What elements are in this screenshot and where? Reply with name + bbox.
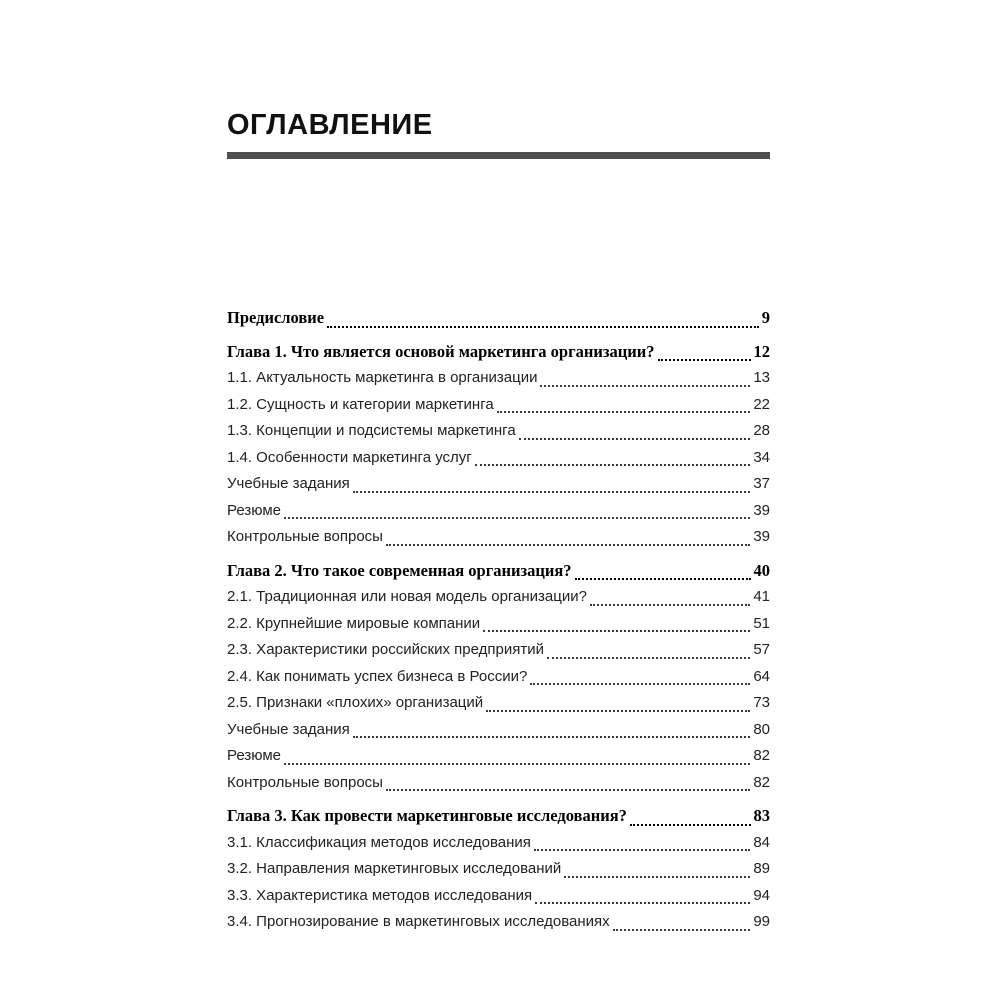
toc-entry-label: 3.2. Направления маркетинговых исследований (227, 860, 562, 877)
toc-entry-label: 1.4. Особенности маркетинга услуг (227, 448, 472, 466)
toc-entry-page: 89 (753, 860, 770, 877)
toc-entry-page: 39 (753, 501, 770, 519)
toc-entry-page: 40 (753, 560, 770, 580)
toc-entry (227, 445, 770, 472)
toc-entry (227, 524, 770, 551)
toc-entry-page: 34 (753, 448, 770, 466)
toc-entry (227, 856, 770, 883)
page-content (227, 108, 770, 936)
dot-leader (590, 604, 750, 606)
toc-entry-label: Предисловие (227, 308, 325, 327)
dot-leader (386, 544, 750, 546)
toc-entry (227, 717, 770, 744)
dot-leader (284, 763, 750, 765)
toc-entry-page: 82 (753, 773, 770, 791)
toc-entry-label: 3.1. Классификация методов исследования (227, 833, 531, 851)
dot-leader (547, 657, 750, 659)
toc-entry-page: 84 (753, 833, 770, 851)
toc-entry (227, 498, 770, 525)
toc-entry (227, 664, 770, 691)
toc-entry (227, 883, 770, 910)
toc-entry (227, 418, 770, 445)
toc-entry-label: Учебные задания (227, 475, 350, 492)
toc-entry (227, 690, 770, 717)
dot-leader (519, 438, 751, 440)
toc-entry (227, 611, 770, 638)
toc-entry-label: 3.3. Характеристика методов исследования (227, 886, 533, 904)
title-divider-bar (227, 152, 770, 159)
toc-entry-page: 80 (753, 720, 770, 738)
dot-leader (353, 491, 751, 493)
dot-leader (486, 710, 750, 712)
toc-entry-label: 2.5. Признаки «плохих» организаций (227, 694, 484, 711)
dot-leader (475, 464, 751, 466)
toc-entry-label: 3.4. Прогнозирование в маркетинговых исследованиях (227, 913, 610, 930)
toc-entry-page: 73 (753, 694, 770, 711)
dot-leader (327, 326, 759, 328)
toc-entry-label: 2.3. Характеристики российских предприятий (227, 641, 544, 658)
dot-leader (564, 876, 750, 878)
toc-entry-page: 41 (753, 588, 770, 605)
dot-leader (483, 630, 750, 632)
dot-leader (353, 736, 751, 738)
toc-entry-page: 13 (753, 369, 770, 386)
dot-leader (534, 849, 750, 851)
dot-leader (284, 517, 750, 519)
dot-leader (386, 789, 750, 791)
toc-entry-page: 22 (753, 395, 770, 413)
toc-entry-page: 64 (753, 667, 770, 685)
toc-entry-page: 57 (753, 641, 770, 658)
dot-leader (540, 385, 750, 387)
toc-entry-page: 37 (753, 475, 770, 492)
page-title: ОГЛАВЛЕНИЕ (227, 109, 433, 141)
toc-entry (227, 584, 770, 611)
dot-leader (630, 824, 751, 826)
toc-entry (227, 305, 770, 332)
toc-entry-label: Глава 2. Что такое современная организация? (227, 560, 572, 580)
toc-entry (227, 471, 770, 498)
toc-entry (227, 770, 770, 797)
toc-entry (227, 365, 770, 392)
toc-entry (227, 558, 770, 585)
toc-entry-label: Глава 3. Как провести маркетинговые исследования? (227, 806, 627, 825)
toc-entry-label: 2.2. Крупнейшие мировые компании (227, 614, 481, 632)
dot-leader (530, 683, 750, 685)
toc-entry-page: 9 (761, 308, 770, 327)
toc-entry (227, 909, 770, 936)
toc-entry (227, 803, 770, 830)
toc-entry-label: 1.2. Сущность и категории маркетинга (227, 395, 494, 413)
toc-entry-page: 28 (753, 422, 770, 439)
toc-entry (227, 743, 770, 770)
toc-entry-page: 99 (753, 913, 770, 930)
toc-entry-page: 83 (753, 806, 770, 825)
toc-entry-page: 12 (753, 341, 770, 361)
dot-leader (535, 902, 750, 904)
toc-entry-label: Учебные задания (227, 720, 350, 738)
toc-entry-label: Резюме (227, 501, 281, 519)
toc-entry-label: 2.4. Как понимать успех бизнеса в России? (227, 667, 528, 685)
toc-entry (227, 830, 770, 857)
toc-entry-label: Резюме (227, 747, 281, 764)
toc-entry-page: 82 (753, 747, 770, 764)
toc-entry-page: 51 (753, 614, 770, 632)
toc-entry-page: 94 (753, 886, 770, 904)
toc-entry-label: Контрольные вопросы (227, 528, 383, 545)
toc-entry-label: 1.3. Концепции и подсистемы маркетинга (227, 422, 516, 439)
toc-list (227, 305, 770, 936)
toc-entry-page: 39 (753, 528, 770, 545)
toc-entry-label: 2.1. Традиционная или новая модель организации? (227, 588, 587, 605)
toc-entry-label: 1.1. Актуальность маркетинга в организации (227, 369, 538, 386)
toc-entry (227, 637, 770, 664)
dot-leader (658, 359, 751, 361)
toc-entry-label: Контрольные вопросы (227, 773, 383, 791)
toc-entry (227, 392, 770, 419)
toc-entry-label: Глава 1. Что является основой маркетинга организации? (227, 341, 655, 361)
toc-entry (227, 339, 770, 366)
dot-leader (613, 929, 751, 931)
dot-leader (575, 578, 751, 580)
dot-leader (497, 411, 751, 413)
